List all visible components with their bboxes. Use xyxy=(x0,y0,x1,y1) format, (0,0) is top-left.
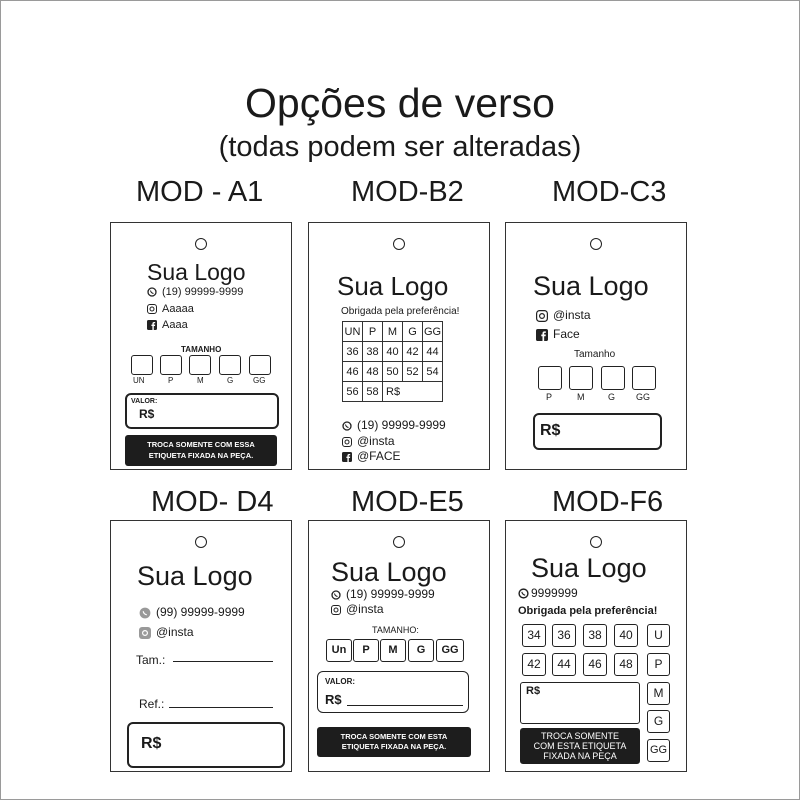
size-label: GG xyxy=(636,392,651,402)
page-subtitle: (todas podem ser alteradas) xyxy=(218,131,582,163)
size-label: M xyxy=(577,392,585,402)
face-line: Face xyxy=(536,327,580,341)
grid-cell: UN xyxy=(343,322,363,342)
size-box: G xyxy=(647,710,670,733)
tag-card-c3 xyxy=(505,222,687,470)
tag-card-e5 xyxy=(308,520,490,772)
insta-line: @insta xyxy=(331,602,384,616)
exchange-notice: TROCA SOMENTE COM ESSA ETIQUETA FIXADA NA PEÇA. xyxy=(125,435,277,466)
phone-line: (99) 99999-9999 xyxy=(139,605,245,619)
phone-line: (19) 99999-9999 xyxy=(342,418,446,432)
insta-line: Aaaaa xyxy=(147,303,194,315)
instagram-icon xyxy=(331,605,341,615)
logo-text: Sua Logo xyxy=(531,553,647,583)
grid-cell: 48 xyxy=(363,362,383,382)
insta-line: @insta xyxy=(536,308,591,322)
whatsapp-icon xyxy=(342,421,352,431)
size-box: 40 xyxy=(614,624,638,647)
size-label: G xyxy=(227,376,234,385)
whatsapp-icon xyxy=(139,607,151,619)
exchange-notice: TROCA SOMENTE COM ESTA ETIQUETA FIXADA NA PEÇA xyxy=(520,728,640,764)
whatsapp-icon xyxy=(518,588,529,599)
page-title: Opções de verso xyxy=(245,80,555,126)
phone-line: (19) 99999-9999 xyxy=(147,286,243,298)
tam-line xyxy=(173,661,273,662)
size-box: 46 xyxy=(583,653,607,676)
grid-cell: M xyxy=(383,322,403,342)
logo-text: Sua Logo xyxy=(337,271,449,301)
face-line: Aaaa xyxy=(147,319,188,331)
hang-hole xyxy=(393,536,405,548)
grid-cell: 42 xyxy=(403,342,423,362)
hang-hole xyxy=(195,238,207,250)
size-box xyxy=(219,355,241,375)
hang-hole xyxy=(590,238,602,250)
whatsapp-icon xyxy=(331,590,341,600)
grid-cell: 46 xyxy=(343,362,363,382)
currency-label: R$ xyxy=(526,685,541,697)
size-box: P xyxy=(647,653,670,676)
size-box xyxy=(538,366,562,390)
exchange-notice: TROCA SOMENTE COM ESTA ETIQUETA FIXADA NA PEÇA. xyxy=(317,727,471,757)
size-label: P xyxy=(546,392,553,402)
logo-text: Sua Logo xyxy=(331,557,447,587)
grid-cell: 52 xyxy=(403,362,423,382)
phone-line: 9999999 xyxy=(518,586,578,600)
whatsapp-icon xyxy=(147,287,157,297)
size-box xyxy=(160,355,182,375)
grid-cell: 56 xyxy=(343,382,363,402)
facebook-icon xyxy=(536,329,548,341)
tag-card-d4 xyxy=(110,520,292,772)
currency-label: R$ xyxy=(139,407,155,421)
size-box: GG xyxy=(647,739,670,762)
logo-text: Sua Logo xyxy=(137,561,253,591)
logo-text: Sua Logo xyxy=(533,271,649,301)
tag-card-a1 xyxy=(110,222,292,470)
model-label-f6: MOD-F6 xyxy=(552,486,664,518)
grid-cell: G xyxy=(403,322,423,342)
currency-label: R$ xyxy=(540,422,561,439)
model-label-c3: MOD-C3 xyxy=(552,176,667,208)
size-box: M xyxy=(380,639,406,662)
logo-text: Sua Logo xyxy=(147,259,246,285)
size-box: 44 xyxy=(552,653,576,676)
instagram-icon xyxy=(536,310,548,322)
model-label-d4: MOD- D4 xyxy=(151,486,274,518)
size-box: 42 xyxy=(522,653,546,676)
size-title: TAMANHO: xyxy=(372,625,419,635)
grid-cell: GG xyxy=(423,322,443,342)
size-box: M xyxy=(647,682,670,705)
thanks-text: Obrigada pela preferência! xyxy=(518,605,658,617)
model-label-b2: MOD-B2 xyxy=(351,176,464,208)
instagram-icon xyxy=(147,304,157,314)
size-title: TAMANHO xyxy=(181,345,222,354)
size-box: 38 xyxy=(583,624,607,647)
facebook-icon xyxy=(147,320,157,330)
grid-cell: 36 xyxy=(343,342,363,362)
size-label: UN xyxy=(133,376,145,385)
size-box: G xyxy=(408,639,434,662)
size-label: G xyxy=(608,392,616,402)
model-label-e5: MOD-E5 xyxy=(351,486,464,518)
price-line xyxy=(347,705,463,706)
grid-cell: 54 xyxy=(423,362,443,382)
grid-cell: 50 xyxy=(383,362,403,382)
instagram-icon xyxy=(342,437,352,447)
grid-cell: P xyxy=(363,322,383,342)
ref-line xyxy=(169,707,273,708)
grid-cell: 40 xyxy=(383,342,403,362)
facebook-icon xyxy=(342,452,352,462)
size-box xyxy=(569,366,593,390)
thanks-text: Obrigada pela preferência! xyxy=(341,306,460,317)
size-label: GG xyxy=(253,376,266,385)
tag-card-b2 xyxy=(308,222,490,470)
size-box xyxy=(189,355,211,375)
size-label: P xyxy=(168,376,174,385)
hang-hole xyxy=(393,238,405,250)
model-label-a1: MOD - A1 xyxy=(136,176,264,208)
insta-line: @insta xyxy=(139,625,194,639)
size-box: 48 xyxy=(614,653,638,676)
size-box: GG xyxy=(436,639,464,662)
grid-cell: 58 xyxy=(363,382,383,402)
currency-label: R$ xyxy=(141,735,162,752)
size-box: 34 xyxy=(522,624,546,647)
hang-hole xyxy=(590,536,602,548)
size-box: U xyxy=(647,624,670,647)
valor-label: VALOR: xyxy=(325,677,356,686)
instagram-icon xyxy=(139,627,151,639)
phone-line: (19) 99999-9999 xyxy=(331,587,435,601)
size-box xyxy=(249,355,271,375)
price-cell: R$ xyxy=(383,382,443,402)
size-box: Un xyxy=(326,639,352,662)
tag-card-f6 xyxy=(505,520,687,772)
face-line: @FACE xyxy=(342,449,401,463)
valor-label: VALOR: xyxy=(131,398,158,405)
ref-label: Ref.: xyxy=(139,697,165,711)
grid-cell: 44 xyxy=(423,342,443,362)
size-grid xyxy=(342,321,443,402)
size-title: Tamanho xyxy=(574,349,616,360)
tam-label: Tam.: xyxy=(136,653,166,667)
size-box xyxy=(601,366,625,390)
size-box: P xyxy=(353,639,379,662)
size-box xyxy=(632,366,656,390)
size-box xyxy=(131,355,153,375)
insta-line: @insta xyxy=(342,434,395,448)
size-label: M xyxy=(197,376,204,385)
currency-label: R$ xyxy=(325,692,342,707)
hang-hole xyxy=(195,536,207,548)
grid-cell: 38 xyxy=(363,342,383,362)
size-box: 36 xyxy=(552,624,576,647)
